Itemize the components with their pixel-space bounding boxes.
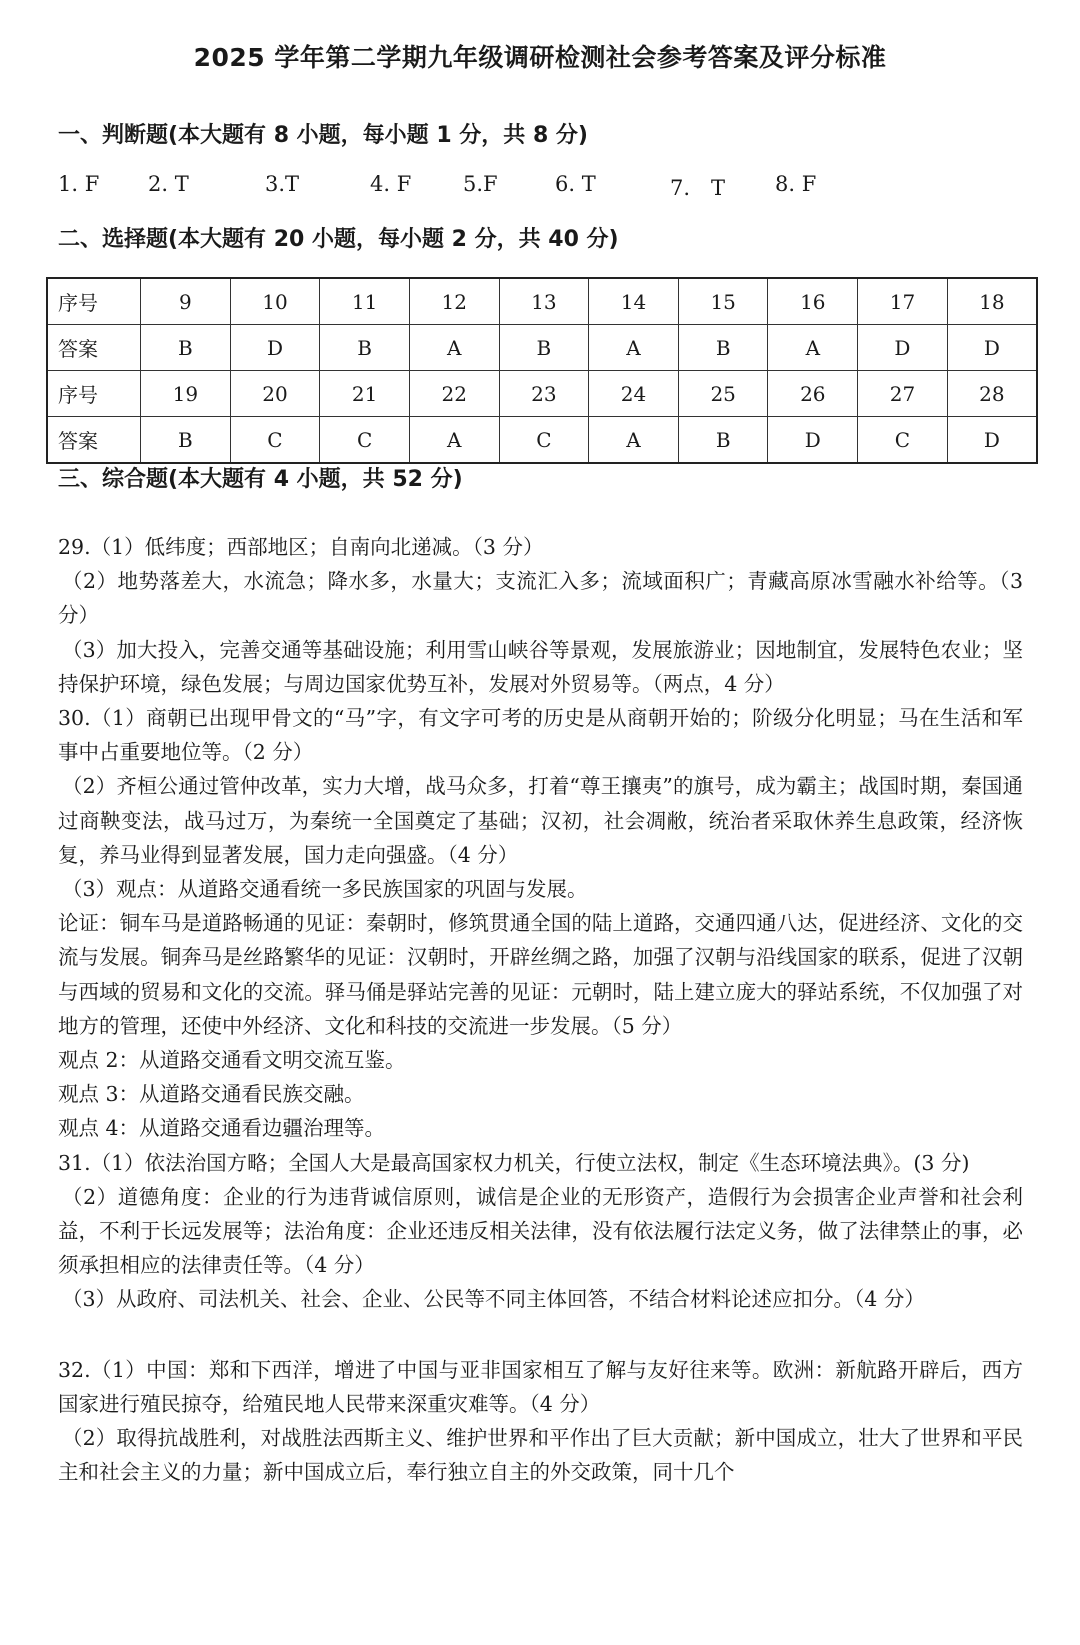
question-number: 17 [858, 278, 948, 325]
answer-cell: B [678, 325, 768, 371]
answer-cell: A [768, 325, 858, 371]
tf-answer: 8. F [775, 172, 817, 196]
answer-cell: C [499, 417, 589, 464]
answer-paragraph: 观点 3：从道路交通看民族交融。 [58, 1082, 365, 1107]
section2-heading: 二、选择题(本大题有 20 小题，每小题 2 分，共 40 分) [58, 227, 619, 252]
answer-paragraph: 32.（1）中国：郑和下西洋，增进了中国与亚非国家相互了解与友好往来等。欧洲：新航路开辟后，西方国家进行殖民掠夺，给殖民地人民带来深重灾难等。（4 分） [58, 1357, 1023, 1416]
answer-cell: B [499, 325, 589, 371]
tf-answer: 1. F [58, 172, 100, 196]
question-number: 12 [409, 278, 499, 325]
tf-answer: 4. F [370, 172, 412, 196]
row-label-answer: 答案 [47, 417, 141, 464]
answer-cell: C [858, 417, 948, 464]
tf-answer: 2. T [148, 172, 189, 196]
answer-cell: A [589, 417, 679, 464]
section3-heading: 三、综合题(本大题有 4 小题，共 52 分) [58, 467, 463, 492]
question-number: 9 [141, 278, 231, 325]
answer-paragraph: （3）加大投入，完善交通等基础设施；利用雪山峡谷等景观，发展旅游业；因地制宜，发展特色农业；坚持保护环境，绿色发展；与周边国家优势互补，发展对外贸易等。（两点，4 分） [58, 637, 1023, 696]
answer-cell: D [230, 325, 320, 371]
question-number: 27 [858, 371, 948, 417]
question-number: 25 [678, 371, 768, 417]
tf-answer: 6. T [555, 172, 596, 196]
answer-paragraph: 观点 4：从道路交通看边疆治理等。 [58, 1116, 386, 1141]
answer-cell: B [141, 417, 231, 464]
answer-cell: B [678, 417, 768, 464]
answer-paragraph: 29.（1）低纬度；西部地区；自南向北递减。（3 分） [58, 535, 544, 559]
question-number: 19 [141, 371, 231, 417]
answer-paragraph: （2）地势落差大，水流急；降水多，水量大；支流汇入多；流域面积广；青藏高原冰雪融水补给等。（3 分） [58, 569, 1023, 628]
question-number: 15 [678, 278, 768, 325]
question-number: 21 [320, 371, 410, 417]
answer-paragraph: 观点 2：从道路交通看文明交流互鉴。 [58, 1048, 406, 1073]
answer-cell: B [320, 325, 410, 371]
question-number: 26 [768, 371, 858, 417]
answer-paragraph: （2）道德角度：企业的行为违背诚信原则，诚信是企业的无形资产，造假行为会损害企业声誉和社会利益，不利于长远发展等；法治角度：企业还违反相关法律，没有依法履行法定义务，做了法律禁止的事，必须承担相应的法律责任等。（4 分） [58, 1184, 1023, 1278]
table-row [47, 417, 1037, 464]
table-row [47, 325, 1037, 371]
answer-paragraph: 论证：铜车马是道路畅通的见证：秦朝时，修筑贯通全国的陆上道路，交通四通八达，促进经济、文化的交流与发展。铜奔马是丝路繁华的见证：汉朝时，开辟丝绸之路，加强了汉朝与沿线国家的联系，促进了汉朝与西域的贸易和文化的交流。驿马俑是驿站完善的见证：元朝时，陆上建立庞大的驿站系统，不仅加强了对地方的管理，还使中外经济、文化和科技的交流进一步发展。（5 分） [58, 911, 1023, 1038]
tf-answer: 7. T [670, 176, 726, 200]
answer-paragraph: （3）观点：从道路交通看统一多民族国家的巩固与发展。 [62, 877, 588, 902]
answer-cell: C [320, 417, 410, 464]
question-number: 23 [499, 371, 589, 417]
answer-paragraph: （3）从政府、司法机关、社会、企业、公民等不同主体回答，不结合材料论述应扣分。（4 分） [62, 1287, 925, 1312]
row-label-number: 序号 [47, 371, 141, 417]
blank-gap [58, 1317, 1023, 1353]
answer-cell: D [947, 417, 1037, 464]
question-number: 20 [230, 371, 320, 417]
question-number: 16 [768, 278, 858, 325]
answer-cell: D [947, 325, 1037, 371]
answer-cell: D [858, 325, 948, 371]
page-title: 2025 学年第二学期九年级调研检测社会参考答案及评分标准 [193, 43, 887, 72]
row-label-answer: 答案 [47, 325, 141, 371]
table-row [47, 371, 1037, 417]
answer-cell: A [589, 325, 679, 371]
question-number: 13 [499, 278, 589, 325]
choice-answer-table [46, 277, 1038, 464]
answer-cell: A [409, 417, 499, 464]
question-number: 10 [230, 278, 320, 325]
tf-answer: 3.T [265, 172, 300, 196]
comprehensive-answers [58, 530, 1023, 1489]
question-number: 22 [409, 371, 499, 417]
answer-paragraph: 31.（1）依法治国方略；全国人大是最高国家权力机关，行使立法权，制定《生态环境法典》。(3 分) [58, 1150, 970, 1175]
answer-cell: C [230, 417, 320, 464]
question-number: 11 [320, 278, 410, 325]
answer-paragraph: （2）取得抗战胜利，对战胜法西斯主义、维护世界和平作出了巨大贡献；新中国成立，壮大了世界和平民主和社会主义的力量；新中国成立后，奉行独立自主的外交政策，同十几个 [58, 1426, 1023, 1485]
section1-heading: 一、判断题(本大题有 8 小题，每小题 1 分，共 8 分) [58, 123, 588, 148]
answer-paragraph: （2）齐桓公通过管仲改革，实力大增，战马众多，打着“尊王攘夷”的旗号，成为霸主；战国时期，秦国通过商鞅变法，战马过万，为秦统一全国奠定了基础；汉初，社会凋敝，统治者采取休养生息政策，经济恢复，养马业得到显著发展，国力走向强盛。（4 分） [58, 774, 1023, 867]
answer-cell: B [141, 325, 231, 371]
question-number: 18 [947, 278, 1037, 325]
answer-cell: A [409, 325, 499, 371]
question-number: 24 [589, 371, 679, 417]
tf-answer: 5.F [463, 172, 498, 196]
answer-paragraph: 30.（1）商朝已出现甲骨文的“马”字，有文字可考的历史是从商朝开始的；阶级分化明显；马在生活和军事中占重要地位等。（2 分） [58, 706, 1023, 765]
question-number: 28 [947, 371, 1037, 417]
table-row [47, 278, 1037, 325]
answer-cell: D [768, 417, 858, 464]
row-label-number: 序号 [47, 278, 141, 325]
question-number: 14 [589, 278, 679, 325]
